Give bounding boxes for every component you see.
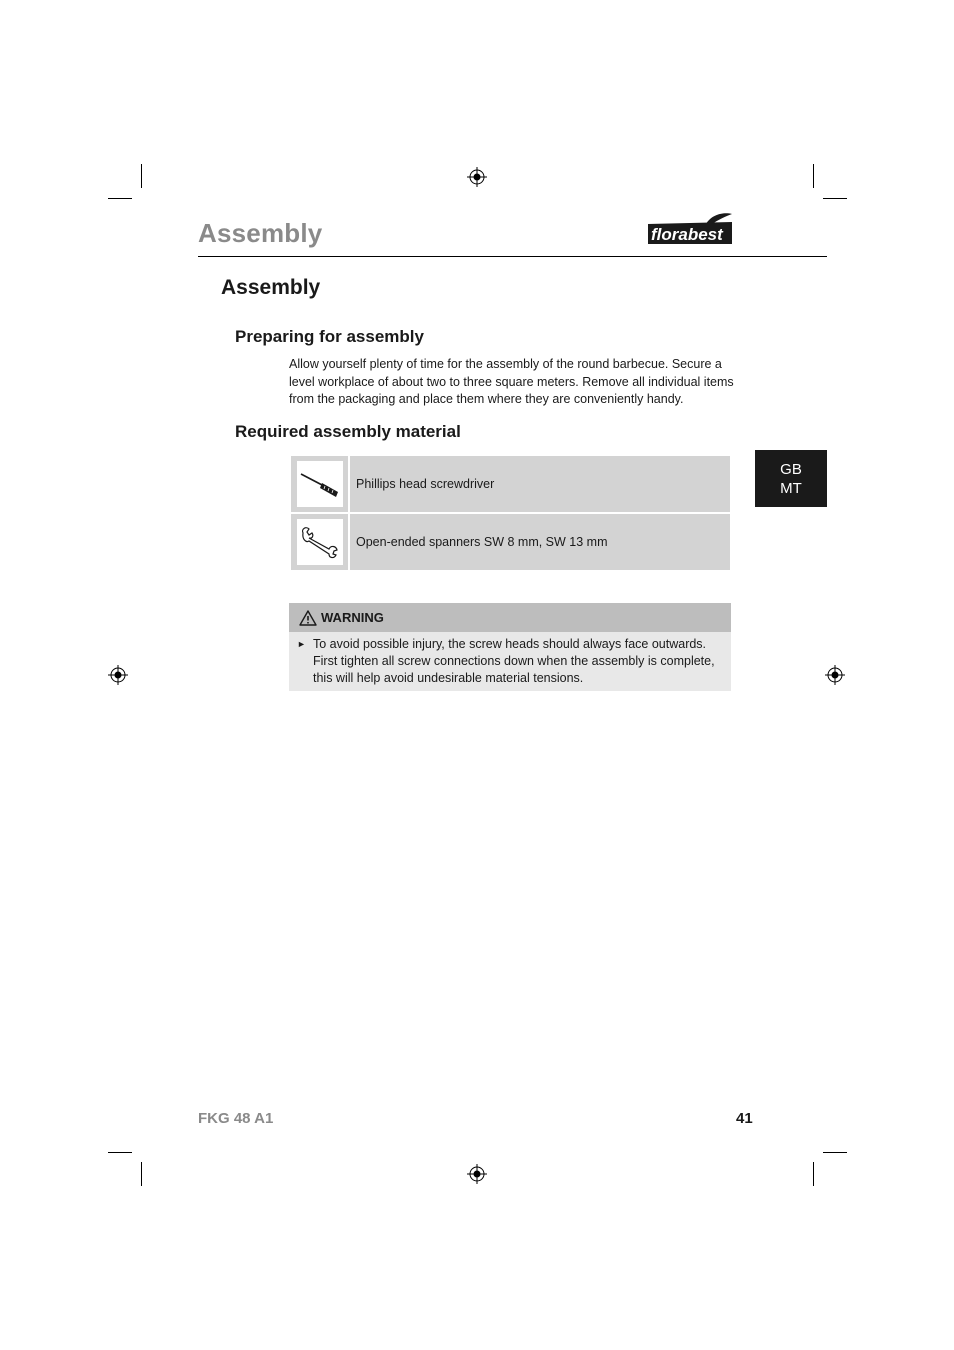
registration-mark-icon bbox=[825, 665, 845, 685]
language-tab bbox=[755, 450, 827, 507]
crop-mark bbox=[141, 164, 142, 188]
crop-mark bbox=[823, 1152, 847, 1153]
registration-mark-icon bbox=[467, 167, 487, 187]
footer-model-number: FKG 48 A1 bbox=[198, 1110, 274, 1127]
material-row bbox=[291, 514, 730, 570]
bullet-arrow-icon: ► bbox=[297, 639, 306, 649]
page-heading: Assembly bbox=[221, 276, 321, 299]
crop-mark bbox=[108, 198, 132, 199]
material-row bbox=[291, 456, 730, 512]
material-label: Phillips head screwdriver bbox=[356, 477, 495, 491]
footer-page-number: 41 bbox=[736, 1110, 753, 1127]
warning-triangle-icon bbox=[299, 610, 317, 626]
language-code-mt: MT bbox=[780, 479, 802, 497]
crop-mark bbox=[813, 164, 814, 188]
registration-mark-icon bbox=[108, 665, 128, 685]
logo-text: florabest bbox=[651, 225, 723, 244]
crop-mark bbox=[108, 1152, 132, 1153]
required-material-heading: Required assembly material bbox=[235, 422, 461, 441]
material-label: Open-ended spanners SW 8 mm, SW 13 mm bbox=[356, 535, 608, 549]
warning-text: To avoid possible injury, the screw heads should always face outwards. First tighten all screw connections down when the assembly is complete, this will help avoid undesirable material tensions. bbox=[313, 637, 715, 685]
warning-header bbox=[289, 603, 731, 632]
preparing-text: Allow yourself plenty of time for the assembly of the round barbecue. Secure a level workplace of about two to three square meters. Remove all individual items from the packaging and place them where they are conveniently handy. bbox=[289, 357, 734, 406]
header-section-title: Assembly bbox=[198, 218, 323, 248]
screwdriver-icon bbox=[298, 462, 342, 506]
crop-mark bbox=[813, 1162, 814, 1186]
warning-box bbox=[289, 603, 731, 691]
warning-label: WARNING bbox=[321, 610, 384, 625]
registration-mark-icon bbox=[467, 1164, 487, 1184]
crop-mark bbox=[141, 1162, 142, 1186]
language-code-gb: GB bbox=[780, 460, 802, 478]
crop-mark bbox=[823, 198, 847, 199]
preparing-heading: Preparing for assembly bbox=[235, 327, 424, 346]
spanner-icon bbox=[298, 520, 342, 564]
warning-body bbox=[289, 632, 731, 691]
materials-table bbox=[291, 456, 730, 572]
florabest-logo bbox=[646, 212, 734, 246]
header-divider bbox=[198, 256, 827, 257]
